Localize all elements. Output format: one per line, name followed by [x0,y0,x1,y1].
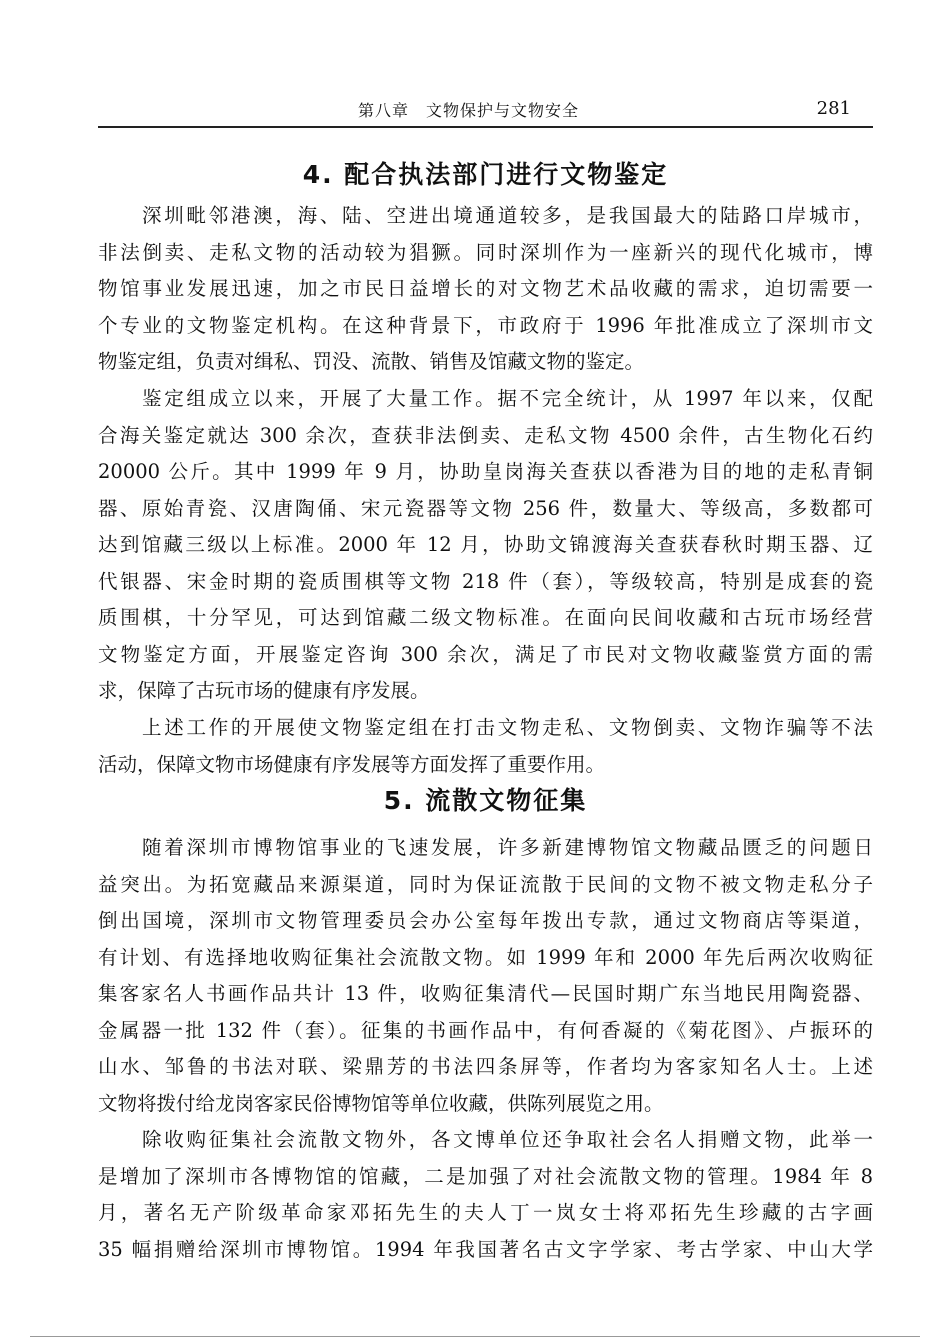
running-header [98,92,873,128]
text-line: 达到馆藏三级以上标准。2000 年 12 月，协助文锦渡海关查获春秋时期玉器、辽 [98,533,873,556]
text-line: 求，保障了古玩市场的健康有序发展。 [98,679,430,702]
section-heading-4: 4. 配合执法部门进行文物鉴定 [302,160,669,189]
text-line: 倒出国境，深圳市文物管理委员会办公室每年拨出专款，通过文物商店等渠道， [98,909,873,932]
text-line: 月，著名无产阶级革命家邓拓先生的夫人丁一岚女士将邓拓先生珍藏的古字画 [98,1201,873,1224]
text-line: 合海关鉴定就达 300 余次，查获非法倒卖、走私文物 4500 余件，古生物化石约 [98,423,873,447]
text-line: 除收购征集社会流散文物外，各文博单位还争取社会名人捐赠文物，此举一 [142,1128,873,1151]
bottom-edge-rule [30,1336,920,1337]
paragraph [98,1122,873,1268]
text-line: 集客家名人书画作品共计 13 件，收购征集清代—民国时期广东当地民用陶瓷器、 [98,982,873,1005]
text-line: 35 幅捐赠给深圳市博物馆。1994 年我国著名古文字学家、考古学家、中山大学 [98,1237,873,1261]
text-line: 非法倒卖、走私文物的活动较为猖獗。同时深圳作为一座新兴的现代化城市，博 [98,240,873,264]
text-line: 随着深圳市博物馆事业的飞速发展，许多新建博物馆文物藏品匮乏的问题日 [142,836,873,859]
paragraph [98,710,873,783]
text-line: 金属器一批 132 件（套）。征集的书画作品中，有何香凝的《菊花图》、卢振环的 [98,1018,873,1042]
paragraph [98,381,873,710]
text-line: 有计划、有选择地收购征集社会流散文物。如 1999 年和 2000 年先后两次收购征 [98,945,873,969]
text-line: 器、原始青瓷、汉唐陶俑、宋元瓷器等文物 256 件，数量大、等级高，多数都可 [98,496,873,520]
paragraph [98,830,873,1122]
text-line: 20000 公斤。其中 1999 年 9 月，协助皇岗海关查获以香港为目的地的走私青铜 [98,460,873,483]
page-number: 281 [816,98,851,119]
text-line: 上述工作的开展使文物鉴定组在打击文物走私、文物倒卖、文物诈骗等不法 [142,716,873,739]
text-line: 山水、邹鲁的书法对联、梁鼎芳的书法四条屏等，作者均为客家知名人士。上述 [98,1055,873,1078]
text-line: 文物鉴定方面，开展鉴定咨询 300 余次，满足了市民对文物收藏鉴赏方面的需 [98,642,873,666]
text-line: 物鉴定组，负责对缉私、罚没、流散、销售及馆藏文物的鉴定。 [98,350,645,373]
text-line: 质围棋，十分罕见，可达到馆藏二级文物标准。在面向民间收藏和古玩市场经营 [98,606,873,629]
paragraph [98,198,873,381]
text-line: 活动，保障文物市场健康有序发展等方面发挥了重要作用。 [98,752,606,776]
text-line: 是增加了深圳市各博物馆的馆藏，二是加强了对社会流散文物的管理。1984 年 8 [98,1164,873,1188]
text-line: 文物将拨付给龙岗客家民俗博物馆等单位收藏，供陈列展览之用。 [98,1091,664,1115]
text-line: 鉴定组成立以来，开展了大量工作。据不完全统计，从 1997 年以来，仅配 [142,387,873,410]
text-line: 深圳毗邻港澳，海、陆、空进出境通道较多，是我国最大的陆路口岸城市， [142,204,873,227]
chapter-title: 第八章 文物保护与文物安全 [358,101,580,120]
text-line: 个专业的文物鉴定机构。在这种背景下，市政府于 1996 年批准成立了深圳市文 [98,313,873,337]
text-line: 代银器、宋金时期的瓷质围棋等文物 218 件（套），等级较高，特别是成套的瓷 [98,569,873,593]
text-line: 物馆事业发展迅速，加之市民日益增长的对文物艺术品收藏的需求，迫切需要一 [98,277,873,300]
section-heading-5: 5. 流散文物征集 [383,786,588,815]
text-line: 益突出。为拓宽藏品来源渠道，同时为保证流散于民间的文物不被文物走私分子 [98,872,873,896]
